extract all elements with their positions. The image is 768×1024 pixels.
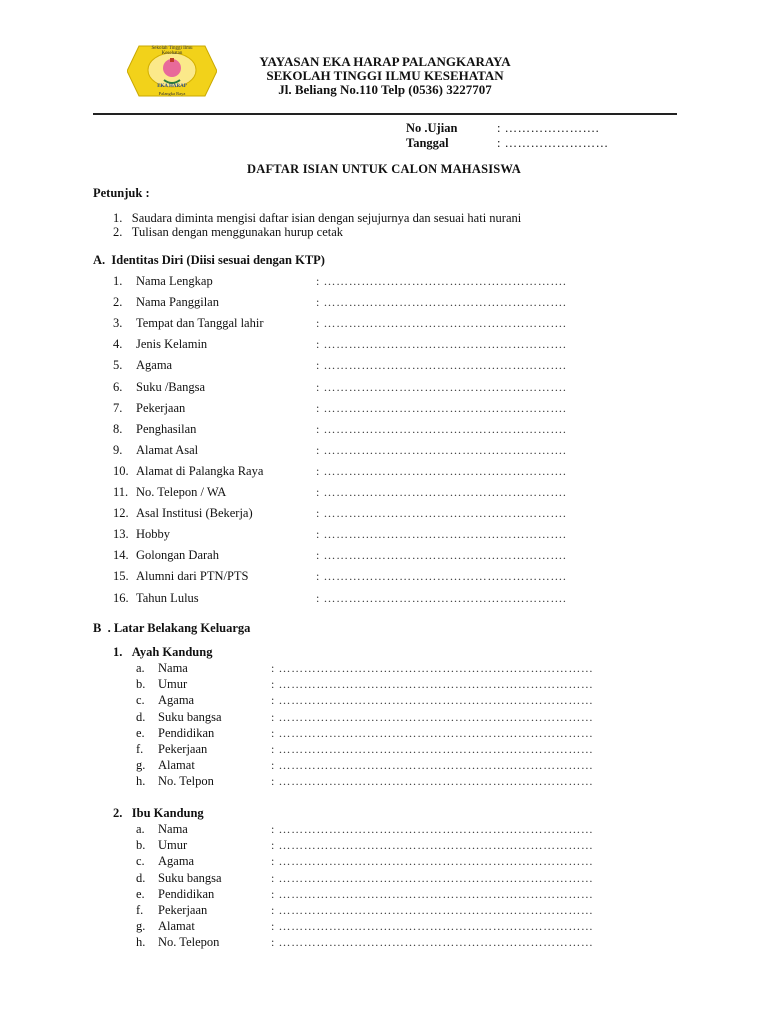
header-divider [93, 113, 677, 115]
ibu-item-label: Suku bangsa [158, 870, 222, 885]
ayah-item-field[interactable]: : ………………………………………………………………… [271, 725, 594, 740]
ibu-item-letter: g. [136, 919, 146, 934]
petunjuk-item: 1. Saudara diminta mengisi daftar isian dengan sejujurnya dan sesuai hati nurani [113, 211, 522, 225]
petunjuk-item: 2. Tulisan dengan menggunakan hurup cetak [113, 225, 344, 239]
identity-item-label: Hobby [136, 527, 171, 542]
identity-item-number: 15. [113, 569, 129, 584]
identity-item-number: 13. [113, 527, 129, 542]
section-a-heading: A. Identitas Diri (Diisi sesuai dengan KTP) [93, 253, 325, 267]
identity-item-field[interactable]: : …………………………………………………. [316, 274, 567, 288]
ibu-item-field[interactable]: : ………………………………………………………………… [271, 854, 594, 869]
header-school: SEKOLAH TINGGI ILMU KESEHATAN [266, 68, 504, 83]
ayah-item-letter: b. [136, 677, 146, 692]
identity-item-number: 3. [113, 316, 123, 331]
identity-item-number: 10. [113, 463, 129, 478]
identity-item-number: 11. [113, 485, 129, 499]
identity-item-label: Tahun Lulus [136, 590, 199, 605]
identity-item-label: Agama [136, 358, 173, 373]
ibu-item-field[interactable]: : ………………………………………………………………… [271, 903, 594, 917]
header-foundation: YAYASAN EKA HARAP PALANGKARAYA [259, 54, 511, 69]
ayah-item-label: Pekerjaan [158, 742, 208, 756]
identity-item-number: 16. [113, 590, 129, 605]
ayah-item-field[interactable]: : ………………………………………………………………… [271, 693, 594, 708]
identity-item-label: Nama Lengkap [136, 274, 213, 288]
ibu-item-letter: c. [136, 854, 145, 869]
ayah-item-field[interactable]: : ………………………………………………………………… [271, 709, 594, 724]
form-title: DAFTAR ISIAN UNTUK CALON MAHASISWA [247, 162, 521, 176]
identity-item-number: 1. [113, 274, 123, 288]
ayah-item-field[interactable]: : ………………………………………………………………… [271, 661, 594, 675]
identity-item-number: 6. [113, 379, 123, 394]
ayah-item-letter: h. [136, 774, 146, 789]
identity-item-field[interactable]: : …………………………………………………. [316, 316, 567, 331]
ibu-item-letter: e. [136, 886, 145, 901]
ibu-item-label: Agama [158, 854, 195, 869]
no-ujian-field[interactable]: : …………………. [497, 121, 600, 135]
identity-item-label: Nama Panggilan [136, 295, 219, 310]
ayah-item-letter: a. [136, 661, 145, 675]
identity-item-field[interactable]: : …………………………………………………. [316, 421, 567, 436]
ibu-item-label: Pekerjaan [158, 903, 208, 917]
logo-text-bottom: Palangka Raya [158, 91, 186, 96]
identity-item-label: Asal Institusi (Bekerja) [136, 506, 253, 521]
identity-item-field[interactable]: : …………………………………………………. [316, 548, 567, 563]
identity-item-field[interactable]: : …………………………………………………. [316, 295, 567, 310]
ibu-item-label: Alamat [158, 919, 195, 934]
ayah-item-label: Nama [158, 661, 188, 675]
identity-item-field[interactable]: : …………………………………………………. [316, 569, 567, 584]
ayah-item-letter: f. [136, 742, 144, 756]
ayah-item-label: No. Telpon [158, 774, 214, 789]
identity-item-label: Alamat Asal [136, 442, 199, 457]
ibu-item-label: Nama [158, 822, 188, 836]
identity-item-field[interactable]: : …………………………………………………. [316, 590, 567, 605]
ayah-item-label: Alamat [158, 758, 195, 773]
identity-item-number: 12. [113, 506, 129, 521]
ayah-item-letter: d. [136, 709, 146, 724]
ibu-item-letter: f. [136, 903, 144, 917]
identity-item-label: No. Telepon / WA [136, 485, 227, 499]
identity-item-field[interactable]: : …………………………………………………. [316, 463, 567, 478]
ibu-item-letter: d. [136, 870, 146, 885]
identity-item-label: Golongan Darah [136, 548, 219, 563]
identity-item-label: Alumni dari PTN/PTS [136, 569, 249, 584]
ayah-item-field[interactable]: : ………………………………………………………………… [271, 677, 594, 692]
tanggal-field[interactable]: : …………………… [497, 136, 609, 150]
ibu-heading: 2. Ibu Kandung [113, 806, 204, 820]
ayah-item-letter: c. [136, 693, 145, 708]
identity-item-field[interactable]: : …………………………………………………. [316, 337, 567, 352]
ibu-item-label: Pendidikan [158, 886, 215, 901]
identity-item-field[interactable]: : …………………………………………………. [316, 442, 567, 457]
identity-item-field[interactable]: : …………………………………………………. [316, 400, 567, 415]
identity-item-number: 8. [113, 421, 123, 436]
ayah-item-letter: e. [136, 725, 145, 740]
identity-item-field[interactable]: : …………………………………………………. [316, 379, 567, 394]
identity-item-field[interactable]: : …………………………………………………. [316, 358, 567, 373]
ayah-item-field[interactable]: : ………………………………………………………………… [271, 742, 594, 756]
identity-item-field[interactable]: : …………………………………………………. [316, 506, 567, 521]
ayah-heading: 1. Ayah Kandung [113, 645, 213, 659]
petunjuk-label: Petunjuk : [93, 186, 150, 200]
identity-item-field[interactable]: : …………………………………………………. [316, 485, 567, 499]
ibu-item-field[interactable]: : ………………………………………………………………… [271, 838, 594, 853]
no-ujian-label: No .Ujian [406, 121, 458, 135]
identity-item-label: Pekerjaan [136, 400, 186, 415]
ibu-item-field[interactable]: : ………………………………………………………………… [271, 870, 594, 885]
identity-item-number: 5. [113, 358, 123, 373]
ayah-item-label: Umur [158, 677, 188, 692]
ibu-item-field[interactable]: : ………………………………………………………………… [271, 822, 594, 836]
identity-item-number: 7. [113, 400, 123, 415]
identity-item-number: 14. [113, 548, 129, 563]
logo-text-center: EKA HARAP [157, 84, 187, 89]
identity-item-label: Suku /Bangsa [136, 379, 206, 394]
ibu-item-letter: b. [136, 838, 146, 853]
section-b-heading: B . Latar Belakang Keluarga [93, 621, 251, 635]
ibu-item-label: No. Telepon [158, 935, 220, 950]
ibu-item-field[interactable]: : ………………………………………………………………… [271, 919, 594, 934]
identity-item-number: 4. [113, 337, 123, 352]
identity-item-field[interactable]: : …………………………………………………. [316, 527, 567, 542]
identity-item-number: 2. [113, 295, 123, 310]
ibu-item-letter: a. [136, 822, 145, 836]
ayah-item-label: Agama [158, 693, 195, 708]
identity-item-label: Penghasilan [136, 421, 197, 436]
ayah-item-label: Suku bangsa [158, 709, 222, 724]
ibu-item-letter: h. [136, 935, 146, 950]
header-address: Jl. Beliang No.110 Telp (0536) 3227707 [278, 82, 492, 97]
ibu-item-field[interactable]: : ………………………………………………………………… [271, 886, 594, 901]
ayah-item-field[interactable]: : ………………………………………………………………… [271, 774, 594, 789]
identity-item-label: Alamat di Palangka Raya [136, 463, 264, 478]
ayah-item-field[interactable]: : ………………………………………………………………… [271, 758, 594, 773]
ayah-item-letter: g. [136, 758, 146, 773]
identity-item-label: Tempat dan Tanggal lahir [136, 316, 264, 331]
ibu-item-label: Umur [158, 838, 188, 853]
ibu-item-field[interactable]: : ………………………………………………………………… [271, 935, 594, 950]
identity-item-number: 9. [113, 442, 123, 457]
identity-item-label: Jenis Kelamin [136, 337, 208, 352]
ayah-item-label: Pendidikan [158, 725, 215, 740]
tanggal-label: Tanggal [406, 136, 449, 150]
logo-text-top: Sekolah Tinggi Ilmu Kesehatan [151, 46, 193, 56]
